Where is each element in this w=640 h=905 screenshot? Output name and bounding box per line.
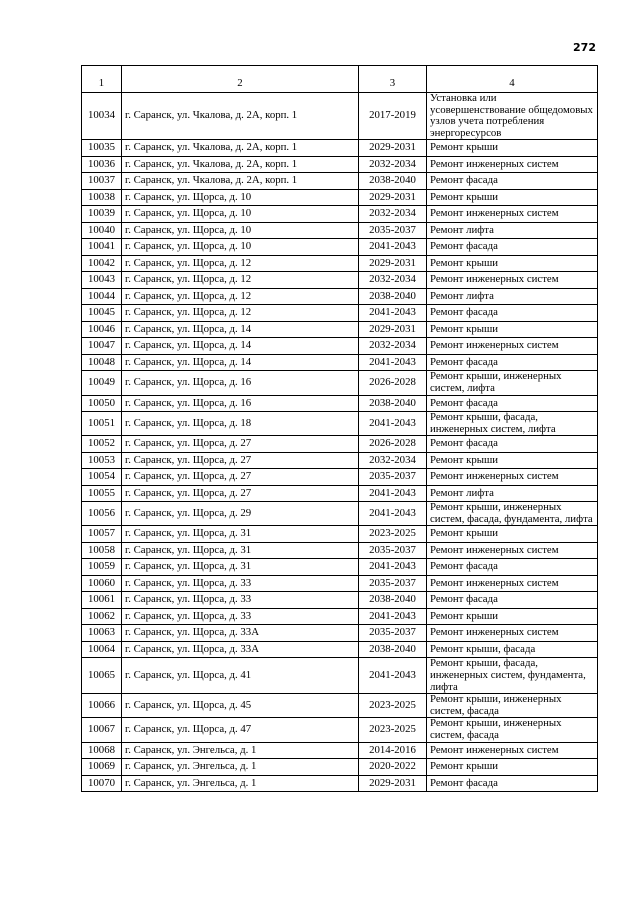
table-row — [82, 575, 598, 592]
row-period: 2032-2034 — [359, 452, 427, 469]
row-number: 10067 — [82, 718, 122, 742]
page-number: 272 — [573, 41, 596, 54]
row-address: г. Саранск, ул. Щорса, д. 12 — [122, 288, 359, 305]
row-period: 2035-2037 — [359, 469, 427, 486]
column-header: 2 — [122, 66, 359, 93]
row-address: г. Саранск, ул. Щорса, д. 27 — [122, 469, 359, 486]
table-row — [82, 608, 598, 625]
row-address: г. Саранск, ул. Щорса, д. 31 — [122, 559, 359, 576]
row-period: 2026-2028 — [359, 436, 427, 453]
row-period: 2032-2034 — [359, 206, 427, 223]
row-address: г. Саранск, ул. Щорса, д. 12 — [122, 305, 359, 322]
row-work-type: Ремонт лифта — [427, 222, 598, 239]
row-work-type: Ремонт крыши, фасада — [427, 641, 598, 658]
row-period: 2038-2040 — [359, 641, 427, 658]
row-number: 10051 — [82, 412, 122, 436]
row-period: 2041-2043 — [359, 502, 427, 526]
row-address: г. Саранск, ул. Щорса, д. 33А — [122, 625, 359, 642]
table-row — [82, 354, 598, 371]
table-row — [82, 469, 598, 486]
row-address: г. Саранск, ул. Энгельса, д. 1 — [122, 759, 359, 776]
row-work-type: Ремонт крыши — [427, 255, 598, 272]
row-period: 2038-2040 — [359, 592, 427, 609]
row-address: г. Саранск, ул. Щорса, д. 27 — [122, 436, 359, 453]
row-period: 2017-2019 — [359, 93, 427, 140]
table-row — [82, 140, 598, 157]
row-period: 2041-2043 — [359, 559, 427, 576]
row-number: 10034 — [82, 93, 122, 140]
repair-schedule-table — [81, 65, 598, 792]
row-work-type: Ремонт крыши, инженерных систем, фасада — [427, 718, 598, 742]
table-row — [82, 559, 598, 576]
table-row — [82, 93, 598, 140]
row-number: 10039 — [82, 206, 122, 223]
row-address: г. Саранск, ул. Щорса, д. 14 — [122, 321, 359, 338]
table-row — [82, 759, 598, 776]
column-header: 3 — [359, 66, 427, 93]
table-row — [82, 272, 598, 289]
row-number: 10070 — [82, 775, 122, 792]
row-address: г. Саранск, ул. Щорса, д. 10 — [122, 239, 359, 256]
table-row — [82, 694, 598, 718]
row-work-type: Ремонт крыши, инженерных систем, фасада, фундамента, лифта — [427, 502, 598, 526]
row-number: 10064 — [82, 641, 122, 658]
row-number: 10061 — [82, 592, 122, 609]
row-address: г. Саранск, ул. Щорса, д. 10 — [122, 206, 359, 223]
row-work-type: Ремонт крыши — [427, 759, 598, 776]
row-address: г. Саранск, ул. Чкалова, д. 2А, корп. 1 — [122, 140, 359, 157]
row-address: г. Саранск, ул. Щорса, д. 29 — [122, 502, 359, 526]
row-period: 2041-2043 — [359, 658, 427, 694]
row-period: 2032-2034 — [359, 156, 427, 173]
table-row — [82, 321, 598, 338]
row-period: 2029-2031 — [359, 321, 427, 338]
row-address: г. Саранск, ул. Энгельса, д. 1 — [122, 742, 359, 759]
row-address: г. Саранск, ул. Щорса, д. 33 — [122, 608, 359, 625]
row-number: 10056 — [82, 502, 122, 526]
table-row — [82, 222, 598, 239]
row-number: 10038 — [82, 189, 122, 206]
row-period: 2032-2034 — [359, 338, 427, 355]
row-number: 10063 — [82, 625, 122, 642]
row-address: г. Саранск, ул. Щорса, д. 31 — [122, 526, 359, 543]
column-header: 1 — [82, 66, 122, 93]
row-address: г. Саранск, ул. Щорса, д. 31 — [122, 542, 359, 559]
row-period: 2035-2037 — [359, 542, 427, 559]
table-row — [82, 156, 598, 173]
row-work-type: Ремонт фасада — [427, 305, 598, 322]
table-row — [82, 189, 598, 206]
row-number: 10065 — [82, 658, 122, 694]
row-work-type: Ремонт крыши — [427, 526, 598, 543]
row-address: г. Саранск, ул. Щорса, д. 41 — [122, 658, 359, 694]
row-period: 2014-2016 — [359, 742, 427, 759]
row-period: 2023-2025 — [359, 526, 427, 543]
table-row — [82, 718, 598, 742]
table-row — [82, 173, 598, 190]
table-row — [82, 452, 598, 469]
row-work-type: Ремонт инженерных систем — [427, 338, 598, 355]
row-number: 10062 — [82, 608, 122, 625]
row-work-type: Ремонт инженерных систем — [427, 742, 598, 759]
row-work-type: Ремонт инженерных систем — [427, 469, 598, 486]
table-row — [82, 338, 598, 355]
row-work-type: Ремонт фасада — [427, 173, 598, 190]
table-row — [82, 206, 598, 223]
row-work-type: Ремонт крыши — [427, 321, 598, 338]
row-address: г. Саранск, ул. Чкалова, д. 2А, корп. 1 — [122, 173, 359, 190]
row-address: г. Саранск, ул. Чкалова, д. 2А, корп. 1 — [122, 93, 359, 140]
row-work-type: Ремонт фасада — [427, 395, 598, 412]
row-period: 2038-2040 — [359, 173, 427, 190]
row-address: г. Саранск, ул. Щорса, д. 14 — [122, 354, 359, 371]
row-work-type: Ремонт фасада — [427, 239, 598, 256]
row-work-type: Установка или усовершенствование общедомовых узлов учета потребления энергоресурсов — [427, 93, 598, 140]
row-period: 2041-2043 — [359, 485, 427, 502]
table-header-row — [82, 66, 598, 93]
row-period: 2041-2043 — [359, 412, 427, 436]
row-number: 10047 — [82, 338, 122, 355]
row-address: г. Саранск, ул. Щорса, д. 12 — [122, 272, 359, 289]
row-period: 2029-2031 — [359, 189, 427, 206]
table-row — [82, 371, 598, 395]
row-period: 2038-2040 — [359, 288, 427, 305]
row-work-type: Ремонт крыши, инженерных систем, лифта — [427, 371, 598, 395]
row-address: г. Саранск, ул. Щорса, д. 18 — [122, 412, 359, 436]
row-number: 10041 — [82, 239, 122, 256]
row-number: 10046 — [82, 321, 122, 338]
row-period: 2029-2031 — [359, 775, 427, 792]
row-number: 10045 — [82, 305, 122, 322]
table-row — [82, 775, 598, 792]
row-number: 10040 — [82, 222, 122, 239]
row-work-type: Ремонт фасада — [427, 436, 598, 453]
table-row — [82, 542, 598, 559]
row-number: 10055 — [82, 485, 122, 502]
row-number: 10053 — [82, 452, 122, 469]
row-address: г. Саранск, ул. Щорса, д. 16 — [122, 395, 359, 412]
row-number: 10037 — [82, 173, 122, 190]
row-period: 2029-2031 — [359, 140, 427, 157]
row-number: 10036 — [82, 156, 122, 173]
table-row — [82, 255, 598, 272]
row-address: г. Саранск, ул. Щорса, д. 27 — [122, 452, 359, 469]
row-work-type: Ремонт крыши — [427, 140, 598, 157]
row-work-type: Ремонт инженерных систем — [427, 156, 598, 173]
table-row — [82, 526, 598, 543]
row-number: 10042 — [82, 255, 122, 272]
table-row — [82, 288, 598, 305]
table-row — [82, 485, 598, 502]
row-address: г. Саранск, ул. Щорса, д. 12 — [122, 255, 359, 272]
row-number: 10054 — [82, 469, 122, 486]
row-period: 2020-2022 — [359, 759, 427, 776]
row-work-type: Ремонт фасада — [427, 592, 598, 609]
row-number: 10044 — [82, 288, 122, 305]
row-period: 2035-2037 — [359, 625, 427, 642]
table-row — [82, 412, 598, 436]
row-address: г. Саранск, ул. Энгельса, д. 1 — [122, 775, 359, 792]
table-row — [82, 436, 598, 453]
table-row — [82, 641, 598, 658]
row-number: 10068 — [82, 742, 122, 759]
row-address: г. Саранск, ул. Щорса, д. 33 — [122, 575, 359, 592]
row-number: 10066 — [82, 694, 122, 718]
table-row — [82, 592, 598, 609]
row-number: 10043 — [82, 272, 122, 289]
row-work-type: Ремонт фасада — [427, 354, 598, 371]
row-work-type: Ремонт лифта — [427, 288, 598, 305]
table-row — [82, 305, 598, 322]
row-work-type: Ремонт крыши, фасада, инженерных систем, фундамента, лифта — [427, 658, 598, 694]
row-number: 10050 — [82, 395, 122, 412]
row-period: 2041-2043 — [359, 305, 427, 322]
row-number: 10052 — [82, 436, 122, 453]
row-address: г. Саранск, ул. Щорса, д. 14 — [122, 338, 359, 355]
row-address: г. Саранск, ул. Щорса, д. 33 — [122, 592, 359, 609]
table-row — [82, 239, 598, 256]
row-work-type: Ремонт инженерных систем — [427, 272, 598, 289]
row-address: г. Саранск, ул. Щорса, д. 47 — [122, 718, 359, 742]
row-period: 2035-2037 — [359, 222, 427, 239]
row-address: г. Саранск, ул. Щорса, д. 16 — [122, 371, 359, 395]
row-address: г. Саранск, ул. Щорса, д. 27 — [122, 485, 359, 502]
row-period: 2023-2025 — [359, 718, 427, 742]
row-period: 2038-2040 — [359, 395, 427, 412]
row-work-type: Ремонт инженерных систем — [427, 625, 598, 642]
row-work-type: Ремонт крыши, фасада, инженерных систем, лифта — [427, 412, 598, 436]
table-row — [82, 625, 598, 642]
row-number: 10060 — [82, 575, 122, 592]
row-period: 2041-2043 — [359, 608, 427, 625]
row-number: 10049 — [82, 371, 122, 395]
row-work-type: Ремонт фасада — [427, 775, 598, 792]
row-work-type: Ремонт крыши — [427, 608, 598, 625]
row-address: г. Саранск, ул. Щорса, д. 10 — [122, 222, 359, 239]
row-work-type: Ремонт крыши — [427, 189, 598, 206]
row-work-type: Ремонт крыши, инженерных систем, фасада — [427, 694, 598, 718]
table-row — [82, 395, 598, 412]
row-address: г. Саранск, ул. Чкалова, д. 2А, корп. 1 — [122, 156, 359, 173]
row-work-type: Ремонт лифта — [427, 485, 598, 502]
row-period: 2035-2037 — [359, 575, 427, 592]
table-row — [82, 658, 598, 694]
row-address: г. Саранск, ул. Щорса, д. 33А — [122, 641, 359, 658]
row-number: 10069 — [82, 759, 122, 776]
row-work-type: Ремонт крыши — [427, 452, 598, 469]
row-work-type: Ремонт инженерных систем — [427, 575, 598, 592]
row-period: 2023-2025 — [359, 694, 427, 718]
row-work-type: Ремонт инженерных систем — [427, 206, 598, 223]
row-period: 2032-2034 — [359, 272, 427, 289]
table-row — [82, 502, 598, 526]
row-number: 10059 — [82, 559, 122, 576]
row-number: 10057 — [82, 526, 122, 543]
row-number: 10048 — [82, 354, 122, 371]
row-period: 2041-2043 — [359, 239, 427, 256]
row-period: 2041-2043 — [359, 354, 427, 371]
column-header: 4 — [427, 66, 598, 93]
row-work-type: Ремонт фасада — [427, 559, 598, 576]
row-number: 10035 — [82, 140, 122, 157]
row-work-type: Ремонт инженерных систем — [427, 542, 598, 559]
row-period: 2026-2028 — [359, 371, 427, 395]
row-address: г. Саранск, ул. Щорса, д. 10 — [122, 189, 359, 206]
row-number: 10058 — [82, 542, 122, 559]
table-row — [82, 742, 598, 759]
row-address: г. Саранск, ул. Щорса, д. 45 — [122, 694, 359, 718]
row-period: 2029-2031 — [359, 255, 427, 272]
